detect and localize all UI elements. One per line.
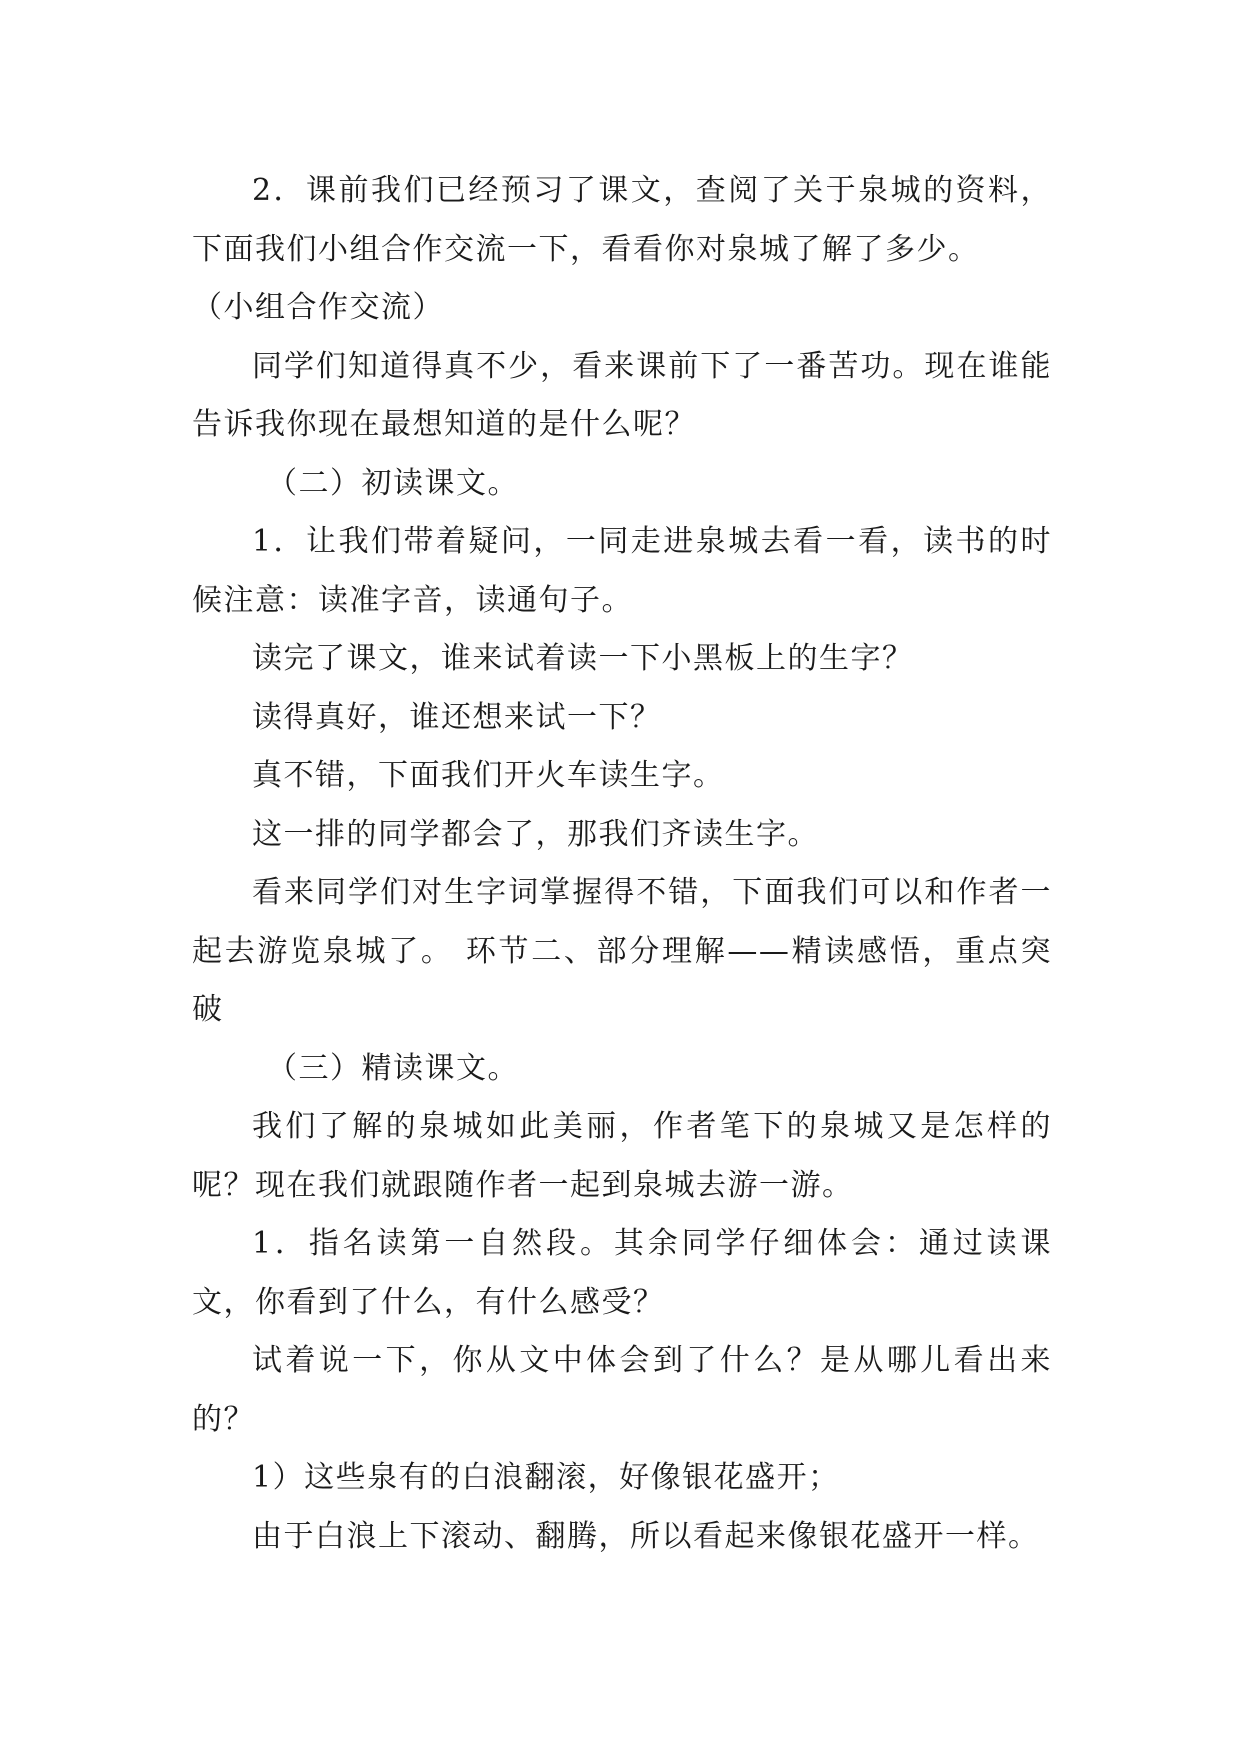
paragraph: 我们了解的泉城如此美丽，作者笔下的泉城又是怎样的呢？现在我们就跟随作者一起到泉城去游一游。 [192, 1109, 1052, 1203]
paragraph: 看来同学们对生字词掌握得不错，下面我们可以和作者一起去游览泉城了。 环节二、部分理解——精读感悟，重点突破 [192, 875, 1052, 1027]
paragraph: 1）这些泉有的白浪翻滚，好像银花盛开； [252, 1460, 840, 1495]
paragraph: 真不错，下面我们开火车读生字。 [252, 758, 725, 793]
paragraph: 同学们知道得真不少，看来课前下了一番苦功。现在谁能告诉我你现在最想知道的是什么呢？ [192, 348, 1052, 442]
section-heading: （三）精读课文。 [267, 1050, 519, 1086]
section-heading: （二）初读课文。 [267, 465, 519, 501]
paragraph: 读完了课文，谁来试着读一下小黑板上的生字？ [252, 641, 914, 676]
paragraph: 1．让我们带着疑问，一同走进泉城去看一看，读书的时候注意：读准字音，读通句子。 [192, 524, 1052, 618]
paragraph: 读得真好，谁还想来试一下？ [252, 699, 662, 735]
paragraph: （小组合作交流） [192, 290, 444, 325]
paragraph: 试着说一下，你从文中体会到了什么？是从哪儿看出来的？ [192, 1343, 1052, 1437]
paragraph: 2．课前我们已经预习了课文，查阅了关于泉城的资料，下面我们小组合作交流一下，看看你对泉城了解了多少。 [192, 173, 1052, 267]
paragraph: 由于白浪上下滚动、翻腾，所以看起来像银花盛开一样。 [252, 1518, 1040, 1554]
paragraph: 1．指名读第一自然段。其余同学仔细体会：通过读课文，你看到了什么，有什么感受？ [192, 1226, 1052, 1320]
document-body [192, 162, 1052, 1566]
paragraph: 这一排的同学都会了，那我们齐读生字。 [252, 816, 819, 852]
